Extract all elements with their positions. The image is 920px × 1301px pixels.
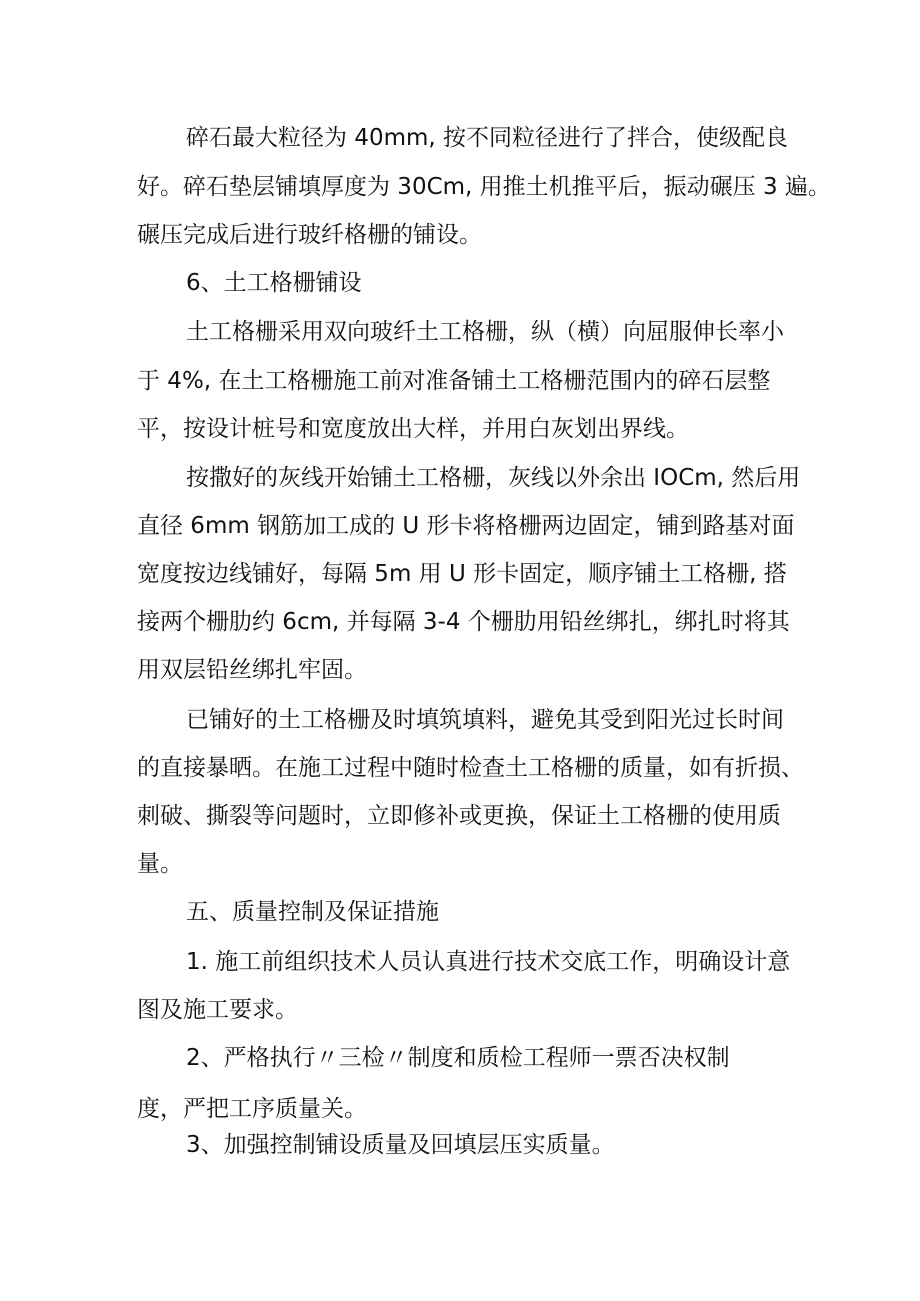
- paragraph-laying-line: [0, 599, 920, 645]
- section-heading-6: [0, 260, 920, 306]
- paragraph-gravel-line: [0, 212, 920, 258]
- paragraph-gravel-text-3: 碾压完成后进行玻纤格栅的铺设。: [137, 222, 482, 248]
- section-heading-6-text: 6、土工格栅铺设: [186, 270, 362, 296]
- paragraph-laying-line: [0, 551, 920, 597]
- list-item-1-line: [0, 987, 920, 1033]
- paragraph-backfill-text-4: 量。: [137, 851, 183, 877]
- paragraph-backfill-text-2: 的直接暴晒。在施工过程中随时检查土工格栅的质量，如有折损、: [137, 755, 804, 781]
- paragraph-geogrid-text-2: 于 4%, 在土工格栅施工前对准备铺土工格栅范围内的碎石层整: [137, 368, 771, 394]
- paragraph-gravel-line: [0, 164, 920, 210]
- paragraph-laying-line: [0, 647, 920, 693]
- paragraph-backfill-line: [0, 697, 920, 743]
- paragraph-backfill-line: [0, 745, 920, 791]
- paragraph-geogrid-text-3: 平，按设计桩号和宽度放出大样，并用白灰划出界线。: [137, 416, 689, 442]
- paragraph-backfill-text-1: 已铺好的土工格栅及时填筑填料，避免其受到阳光过长时间: [186, 707, 784, 733]
- section-heading-5-text: 五、质量控制及保证措施: [186, 899, 439, 925]
- paragraph-laying-line: [0, 455, 920, 501]
- paragraph-backfill-text-3: 刺破、撕裂等问题时，立即修补或更换，保证土工格栅的使用质: [137, 803, 781, 829]
- paragraph-laying-text-2: 直径 6mm 钢筋加工成的 U 形卡将格栅两边固定，铺到路基对面: [137, 513, 795, 539]
- section-heading-5: [0, 889, 920, 935]
- paragraph-gravel-text-1: 碎石最大粒径为 40mm, 按不同粒径进行了拌合，使级配良: [186, 125, 789, 151]
- paragraph-gravel-line: [0, 115, 920, 161]
- paragraph-backfill-line: [0, 841, 920, 887]
- list-item-1-line: [0, 939, 920, 985]
- list-item-3-text-1: 3、加强控制铺设质量及回填层压实质量。: [186, 1132, 615, 1158]
- paragraph-geogrid-text-1: 土工格栅采用双向玻纤土工格栅，纵（横）向屈服伸长率小: [186, 319, 784, 345]
- paragraph-geogrid-line: [0, 358, 920, 404]
- paragraph-laying-text-5: 用双层铅丝绑扎牢固。: [137, 657, 367, 683]
- list-item-2-line: [0, 1035, 920, 1081]
- list-item-2-text-1: 2、严格执行〃三检〃制度和质检工程师一票否决权制: [186, 1045, 730, 1071]
- paragraph-gravel-text-2: 好。碎石垫层铺填厚度为 30Cm, 用推土机推平后，振动碾压 3 遍。: [137, 174, 831, 200]
- paragraph-laying-text-1: 按撒好的灰线开始铺土工格栅，灰线以外余出 IOCm, 然后用: [186, 465, 801, 491]
- list-item-2-text-2: 度，严把工序质量关。: [137, 1096, 367, 1122]
- paragraph-backfill-line: [0, 793, 920, 839]
- paragraph-geogrid-line: [0, 309, 920, 355]
- list-item-3-line: [0, 1122, 920, 1168]
- paragraph-geogrid-line: [0, 406, 920, 452]
- list-item-1-text-1: 1. 施工前组织技术人员认真进行技术交底工作，明确设计意: [186, 949, 791, 975]
- paragraph-laying-text-4: 接两个栅肋约 6cm, 并每隔 3-4 个栅肋用铅丝绑扎，绑扎时将其: [137, 609, 790, 635]
- list-item-1-text-2: 图及施工要求。: [137, 997, 298, 1023]
- paragraph-laying-line: [0, 503, 920, 549]
- paragraph-laying-text-3: 宽度按边线铺好，每隔 5m 用 U 形卡固定，顺序铺土工格栅, 搭: [137, 561, 787, 587]
